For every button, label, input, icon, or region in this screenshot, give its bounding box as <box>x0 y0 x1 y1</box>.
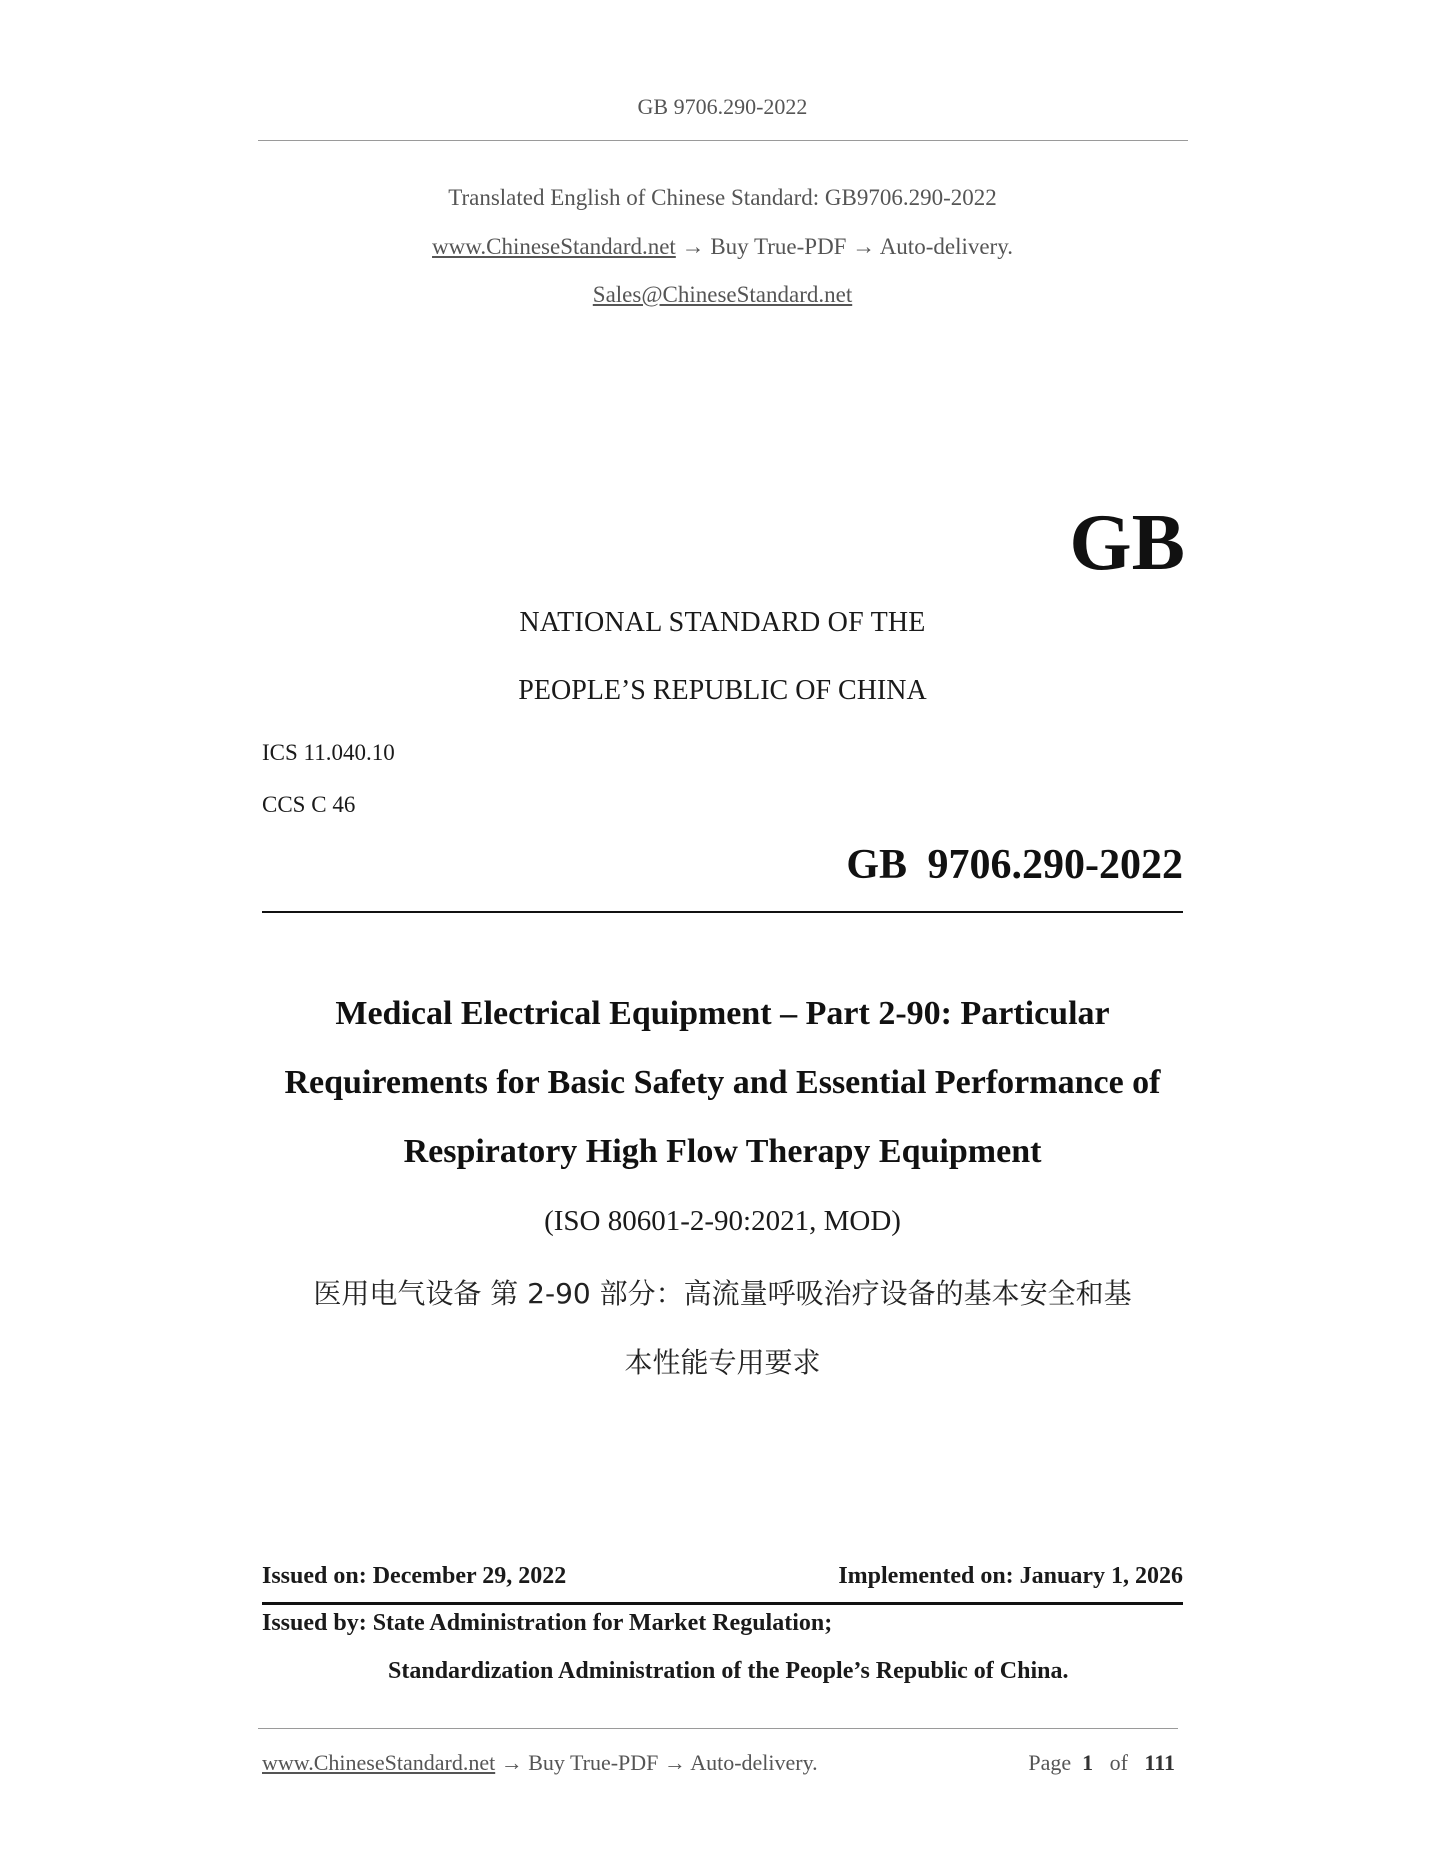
site-link[interactable]: www.ChineseStandard.net <box>432 234 676 259</box>
running-header: GB 9706.290-2022 <box>637 94 808 119</box>
implemented-on-date: Implemented on: January 1, 2026 <box>838 1563 1183 1589</box>
page-number: 1 <box>1082 1750 1094 1775</box>
national-standard-line-1: NATIONAL STANDARD OF THE <box>519 607 926 638</box>
header-links <box>0 234 1445 260</box>
chinese-title-line-2: 本性能专用要求 <box>624 1346 821 1379</box>
national-standard-line-2: PEOPLE’S REPUBLIC OF CHINA <box>518 675 927 706</box>
issued-by-secondary: Standardization Administration of the People’s Republic of China. <box>388 1658 1069 1684</box>
issued-on-date: Issued on: December 29, 2022 <box>262 1563 567 1589</box>
chinese-title-line-1: 医用电气设备 第 2-90 部分：高流量呼吸治疗设备的基本安全和基 <box>313 1277 1132 1310</box>
footer-buy-text: → Buy True-PDF → Auto-delivery. <box>500 1750 818 1775</box>
iso-reference: (ISO 80601-2-90:2021, MOD) <box>544 1205 901 1237</box>
standard-number: GB 9706.290-2022 <box>846 842 1183 888</box>
translation-note: Translated English of Chinese Standard: GB9706.290-2022 <box>448 185 997 210</box>
ccs-code: CCS C 46 <box>262 792 356 817</box>
standard-number-divider <box>262 911 1183 913</box>
page-label: Page <box>1028 1750 1072 1775</box>
email-link[interactable]: Sales@ChineseStandard.net <box>592 282 853 307</box>
date-divider <box>262 1602 1183 1605</box>
issued-by: Issued by: State Administration for Market Regulation; <box>262 1610 833 1636</box>
header-divider <box>258 140 1188 141</box>
footer-site-link[interactable]: www.ChineseStandard.net <box>262 1750 496 1775</box>
total-pages: 111 <box>1144 1750 1175 1775</box>
english-title-line-2: Requirements for Basic Safety and Essential Performance of <box>284 1064 1161 1101</box>
of-label: of <box>1109 1750 1128 1775</box>
english-title-line-3: Respiratory High Flow Therapy Equipment <box>403 1133 1042 1170</box>
gb-mark: GB <box>1069 499 1185 587</box>
page-indicator <box>1028 1750 1175 1776</box>
buy-text: → Buy True-PDF → Auto-delivery. <box>681 234 1013 259</box>
english-title-line-1: Medical Electrical Equipment – Part 2-90: Particular <box>335 995 1110 1032</box>
email-line <box>0 282 1445 308</box>
ics-code: ICS 11.040.10 <box>262 740 395 765</box>
footer-links <box>262 1750 818 1776</box>
footer-divider <box>258 1728 1178 1729</box>
